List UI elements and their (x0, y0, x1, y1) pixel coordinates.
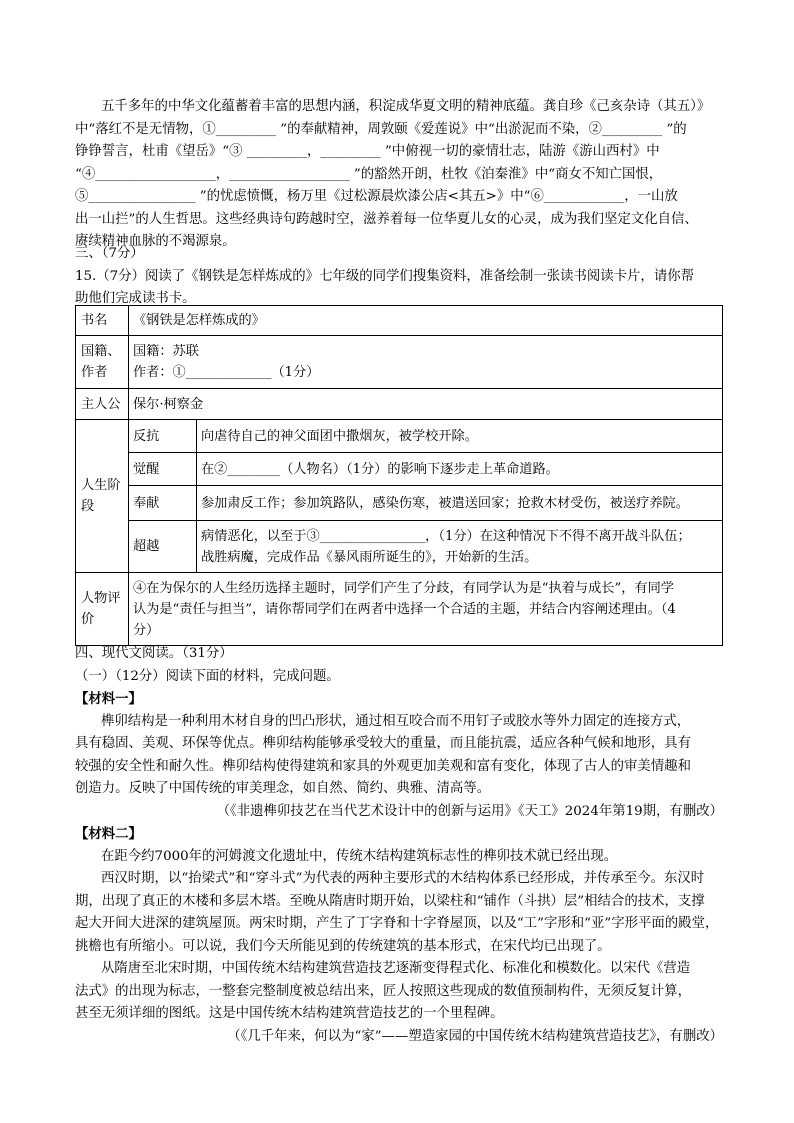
evaluation-line: 分） (133, 622, 160, 638)
material-one-citation: （《非遗榫卯技艺在当代艺术设计中的创新与运用》《天工》2024年第19期，有删改） (216, 803, 723, 819)
life-stages-label: 人生阶段 (76, 420, 129, 573)
stage-name: 奉献 (129, 486, 197, 521)
book-value: 《钢铁是怎样炼成的》 (129, 306, 723, 336)
intro-line: ⑤________________ ”的忧虑愤慨，杨万里《过松源晨炊漆公店<其五>》中“⑥____________，一山放 (75, 189, 678, 204)
stage-name: 反抗 (129, 420, 197, 453)
intro-paragraph (75, 96, 723, 254)
material-one-line: 具有稳固、美观、环保等优点。榫卯结构能够承受较大的重量，而且能抗震，适应各种气候和地形，具有 (75, 736, 691, 751)
nationality-author-label: 国籍、作者 (76, 336, 129, 389)
protagonist-value: 保尔·柯察金 (129, 389, 723, 420)
author-value: 作者：①_____________（1分） (133, 365, 320, 380)
material-two-citation: （《几千年来，何以为“家”——塑造家园的中国传统木结构建筑营造技艺》，有删改） (227, 1028, 723, 1044)
section-heading: 四、现代文阅读。（31分） (75, 646, 233, 661)
nationality-value: 国籍：苏联 (133, 344, 199, 359)
question-15-text: 助他们完成读书卡。 (75, 291, 196, 306)
material-two-line: 甚至无须详细的图纸。这是中国传统木结构建筑营造技艺的一个里程碑。 (75, 1006, 504, 1021)
stage-text: 病情恶化，以至于③________________，（1分）在这种情况下不得不离开战斗队伍； (201, 528, 691, 544)
reading-card-table (75, 305, 723, 646)
material-two-line: 起大开间大进深的建筑屋顶。两宋时期，产生了丁字脊和十字脊屋顶，以及“工”字形和“亚”字形平面的殿堂， (75, 916, 719, 931)
material-one-line: 创造力。反映了中国传统的审美理念，如自然、简约、典雅、清高等。 (75, 781, 491, 796)
intro-line: 五千多年的中华文化蕴蓄着丰富的思想内涵，积淀成华夏文明的精神底蕴。龚自珍《己亥杂诗（其五）》 (101, 99, 711, 114)
stage-text: 参加肃反工作；参加筑路队，感染伤寒，被遣送回家；抢救木材受伤，被送疗养院。 (197, 486, 723, 521)
intro-line: 铮铮誓言，杜甫《望岳》“③ _________，_________ ”中俯视一切的豪情壮志，陆游《游山西村》中 (75, 144, 660, 159)
stage-text: 战胜病魔，完成作品《暴风雨所诞生的》，开始新的生活。 (201, 549, 538, 565)
intro-line: 中“落红不是无情物，①_________ ”的奉献精神，周敦颐《爱莲说》中“出淤泥而不染，②_________ ”的 (75, 121, 687, 137)
nationality-author-cell (129, 336, 723, 389)
section-three (75, 243, 723, 311)
stage-name: 觉醒 (129, 453, 197, 486)
material-two-line: 西汉时期，以“抬梁式”和“穿斗式”为代表的两种主要形式的木结构体系已经形成，并传承至今。东汉时 (101, 871, 705, 886)
question-15-text: 15.（7分）阅读了《钢铁是怎样炼成的》七年级的同学们搜集资料，准备绘制一张读书阅读卡片，请你帮 (75, 268, 694, 284)
book-label: 书名 (76, 306, 129, 336)
stage-text-multi (197, 521, 723, 573)
intro-line: 出一山拦”的人生哲思。这些经典诗句跨越时空，滋养着每一位华夏儿女的心灵，成为我们坚定文化自信、 (75, 211, 698, 227)
intro-line: “④__________________，__________________ ”的豁然开朗，杜牧《泊秦淮》中“商女不知亡国恨， (75, 166, 663, 182)
evaluation-text (129, 573, 723, 646)
evaluation-line: 认为是“责任与担当”，请你帮同学们在两者中选择一个合适的主题，并结合内容阐述理由。（4 (133, 601, 676, 617)
material-two-title: 【材料二】 (75, 826, 142, 842)
material-two-line: 法式》的出现为标志，一整套完整制度被总结出来，匠人按照这些现成的数值预制构件，无须反复计算， (75, 983, 691, 999)
stage-name: 超越 (129, 521, 197, 573)
material-two-line: 挑檐也有所缩小。可以说，我们今天所能见到的传统建筑的基本形式，在宋代均已出现了。 (75, 938, 611, 954)
intro-line: 赓续精神血脉的不竭源泉。 (75, 234, 236, 249)
material-one-line: 较强的安全性和耐久性。榫卯结构使得建筑和家具的外观更加美观和富有变化，体现了古人的审美情趣和 (75, 758, 691, 774)
stage-text: 向虐待自己的神父面团中撒烟灰，被学校开除。 (197, 420, 723, 453)
stage-text: 在②________（人物名）（1分）的影响下逐步走上革命道路。 (197, 453, 723, 486)
evaluation-label: 人物评价 (76, 573, 129, 646)
material-two-line: 在距今约7000年的河姆渡文化遗址中，传统木结构建筑标志性的榫卯技术就已经出现。 (101, 848, 618, 864)
material-two-line: 从隋唐至北宋时期，中国传统木结构建筑营造技艺逐渐变得程式化、标准化和模数化。以宋代《营造 (101, 961, 691, 976)
section-four (75, 643, 723, 1048)
material-one-line: 榫卯结构是一种利用木材自身的凹凸形状，通过相互咬合而不用钉子或胶水等外力固定的连接方式， (101, 713, 691, 729)
protagonist-label: 主人公 (76, 389, 129, 420)
section-heading: 三、（7分） (75, 246, 144, 261)
material-two-line: 期，出现了真正的木楼和多层木塔。至晚从隋唐时期开始，以梁柱和“铺作（斗拱）层”相结合的技术，支撑 (75, 893, 705, 909)
material-one-title: 【材料一】 (75, 691, 142, 707)
part-one-heading: （一）（12分）阅读下面的材料，完成问题。 (75, 668, 340, 684)
evaluation-line: ④在为保尔的人生经历选择主题时，同学们产生了分歧，有同学认为是“执着与成长”，有同学 (133, 580, 674, 596)
